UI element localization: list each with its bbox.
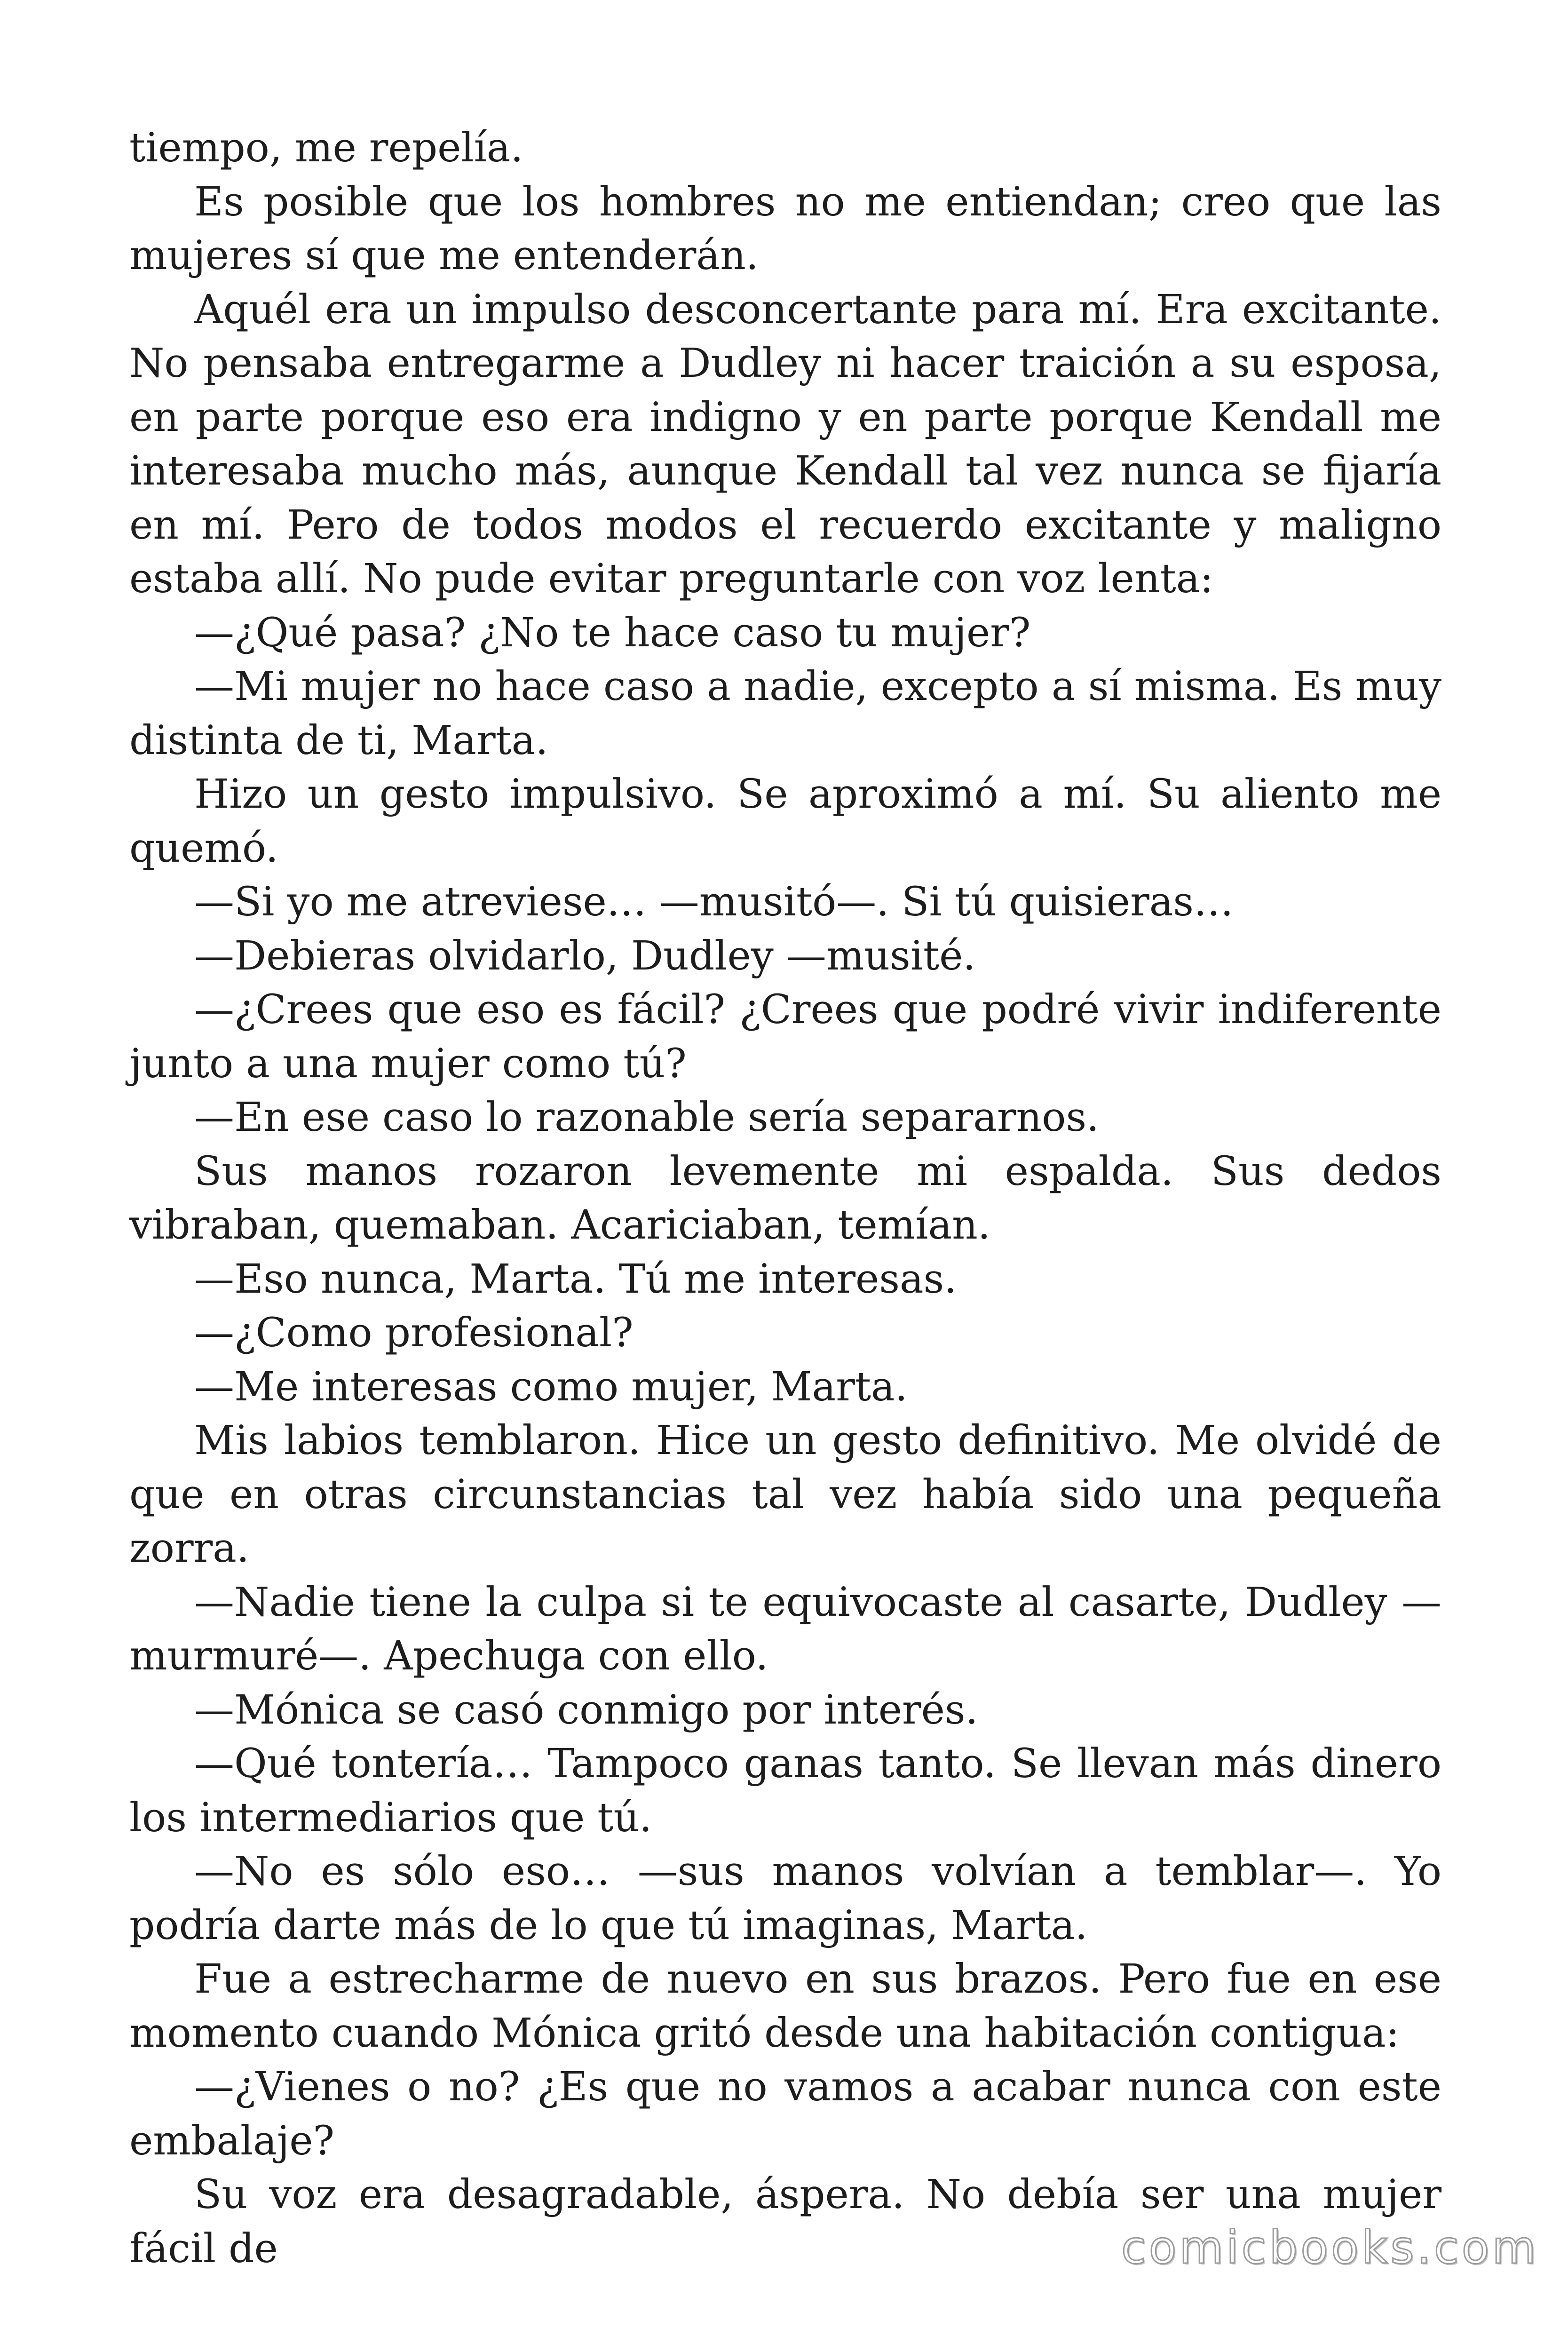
paragraph: —Eso nunca, Marta. Tú me interesas. — [194, 1255, 957, 1303]
paragraph: —¿Qué pasa? ¿No te hace caso tu mujer? — [194, 609, 1031, 656]
paragraph: Es posible que los hombres no me entiendan; creo que las mujeres sí que me entenderán. — [129, 178, 1441, 279]
paragraph: —¿Crees que eso es fácil? ¿Crees que podré vivir indiferente junto a una mujer como tú? — [129, 986, 1441, 1087]
paragraph: —¿Vienes o no? ¿Es que no vamos a acabar nunca con este embalaje? — [129, 2064, 1441, 2164]
body-text — [129, 121, 1441, 2276]
paragraph: —No es sólo eso… —sus manos volvían a temblar—. Yo podría darte más de lo que tú imaginas, Marta. — [129, 1848, 1441, 1949]
paragraph: —Me interesas como mujer, Marta. — [194, 1363, 908, 1410]
paragraph: —Mi mujer no hace caso a nadie, excepto a sí misma. Es muy distinta de ti, Marta. — [129, 663, 1441, 764]
paragraph: —Qué tontería… Tampoco ganas tanto. Se llevan más dinero los intermediarios que tú. — [129, 1740, 1441, 1841]
paragraph: —Si yo me atreviese… —musitó—. Si tú quisieras… — [194, 879, 1234, 925]
watermark-text: comicbooks.com — [1121, 2221, 1539, 2274]
paragraph: —Mónica se casó conmigo por interés. — [194, 1686, 978, 1733]
paragraph: Hizo un gesto impulsivo. Se aproximó a mí. Su aliento me quemó. — [129, 771, 1441, 872]
paragraph: —¿Como profesional? — [194, 1310, 634, 1356]
paragraph: Sus manos rozaron levemente mi espalda. Sus dedos vibraban, quemaban. Acariciaban, temían. — [129, 1148, 1441, 1248]
paragraph: Mis labios temblaron. Hice un gesto definitivo. Me olvidé de que en otras circunstancias tal vez había sido una pequeña zorra. — [129, 1417, 1441, 1572]
paragraph: Su voz era desagradable, áspera. No debía ser una mujer fácil de — [129, 2171, 1441, 2272]
paragraph: —En ese caso lo razonable sería separarnos. — [194, 1094, 1100, 1141]
paragraph: tiempo, me repelía. — [129, 125, 523, 171]
paragraph: —Nadie tiene la culpa si te equivocaste al casarte, Dudley —murmuré—. Apechuga con ello. — [129, 1579, 1441, 1679]
paragraph: —Debieras olvidarlo, Dudley —musité. — [194, 932, 976, 979]
paragraph: Aquél era un impulso desconcertante para mí. Era excitante. No pensaba entregarme a Dudley ni hacer traición a su esposa, en parte porque eso era indigno y en parte porque Kendall me interesaba mucho más, aunque Kendall tal vez nunca se fijaría en mí. Pero de todos modos el recuerdo excitante y maligno estaba allí. No pude evitar preguntarle con voz lenta: — [129, 286, 1441, 602]
paragraph: Fue a estrecharme de nuevo en sus brazos. Pero fue en ese momento cuando Mónica gritó desde una habitación contigua: — [129, 1956, 1441, 2057]
